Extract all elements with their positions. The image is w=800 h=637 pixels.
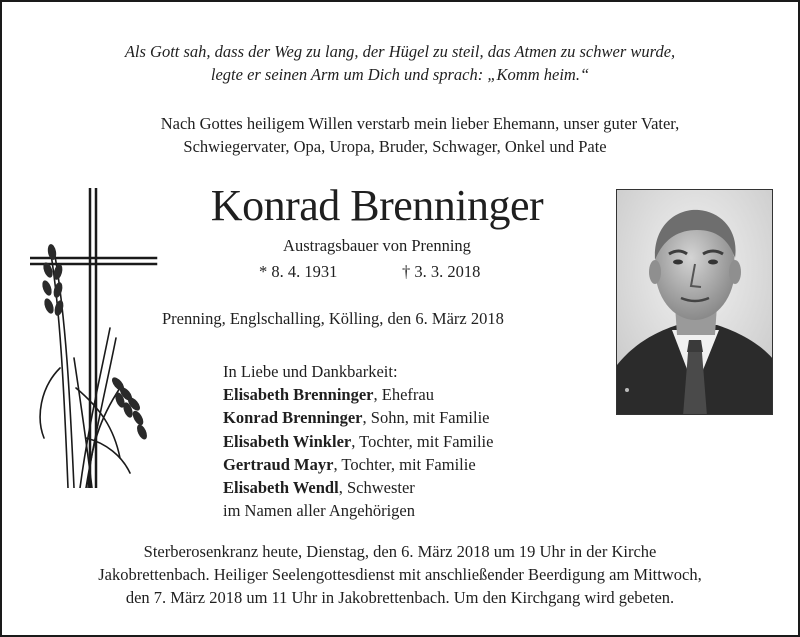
mourner-relation: , Tochter, mit Familie (351, 431, 494, 451)
place-and-date: Prenning, Englschalling, Kölling, den 6. März 2018 (162, 309, 504, 328)
service-info (2, 540, 798, 609)
intro-text (2, 112, 798, 158)
mourner-relation: , Schwester (338, 478, 415, 498)
deceased-title: Austragsbauer von Prenning (283, 236, 471, 255)
service-line-1: Sterberosenkranz heute, Dienstag, den 6. März 2018 um 19 Uhr in der Kirche (143, 542, 657, 561)
cross-with-wheat-icon (30, 188, 160, 488)
mourner-name: Elisabeth Winkler (223, 431, 352, 451)
intro-line-2: Schwiegervater, Opa, Uropa, Bruder, Schwager, Onkel und Pate (183, 137, 607, 156)
mourner-entry (223, 383, 583, 406)
mourners-list (223, 360, 583, 522)
mourner-name: Gertraud Mayr (223, 454, 334, 474)
mourner-entry (223, 406, 583, 429)
mourners-footer: im Namen aller Angehörigen (223, 501, 415, 521)
portrait-photo (616, 189, 773, 415)
birth-date: * 8. 4. 1931 (259, 262, 338, 281)
mourners-heading: In Liebe und Dankbarkeit: (223, 362, 398, 381)
mourner-entry (223, 476, 583, 499)
mourner-name: Elisabeth Brenninger (223, 385, 374, 405)
mourner-name: Elisabeth Wendl (223, 478, 339, 498)
mourner-relation: , Ehefrau (373, 385, 434, 405)
intro-line-1: Nach Gottes heiligem Willen verstarb mein lieber Ehemann, unser guter Vater, (160, 114, 680, 133)
mourner-entry (223, 430, 583, 453)
service-line-2: Jakobrettenbach. Heiliger Seelengottesdienst mit anschließender Beerdigung am Mittwoch, (98, 565, 702, 584)
quote-line-2: legte er seinen Arm um Dich und sprach: „Komm heim.“ (210, 65, 590, 84)
mourner-name: Konrad Brenninger (223, 408, 363, 428)
deceased-name: Konrad Brenninger (210, 181, 544, 230)
service-line-3: den 7. März 2018 um 11 Uhr in Jakobrettenbach. Um den Kirchgang wird gebeten. (125, 588, 675, 607)
death-date: † 3. 3. 2018 (402, 262, 481, 281)
mourner-relation: , Tochter, mit Familie (333, 454, 476, 474)
mourner-relation: , Sohn, mit Familie (362, 408, 490, 428)
mourner-entry (223, 453, 583, 476)
quote-line-1: Als Gott sah, dass der Weg zu lang, der Hügel zu steil, das Atmen zu schwer wurde, (124, 42, 676, 61)
memorial-quote (2, 40, 798, 86)
